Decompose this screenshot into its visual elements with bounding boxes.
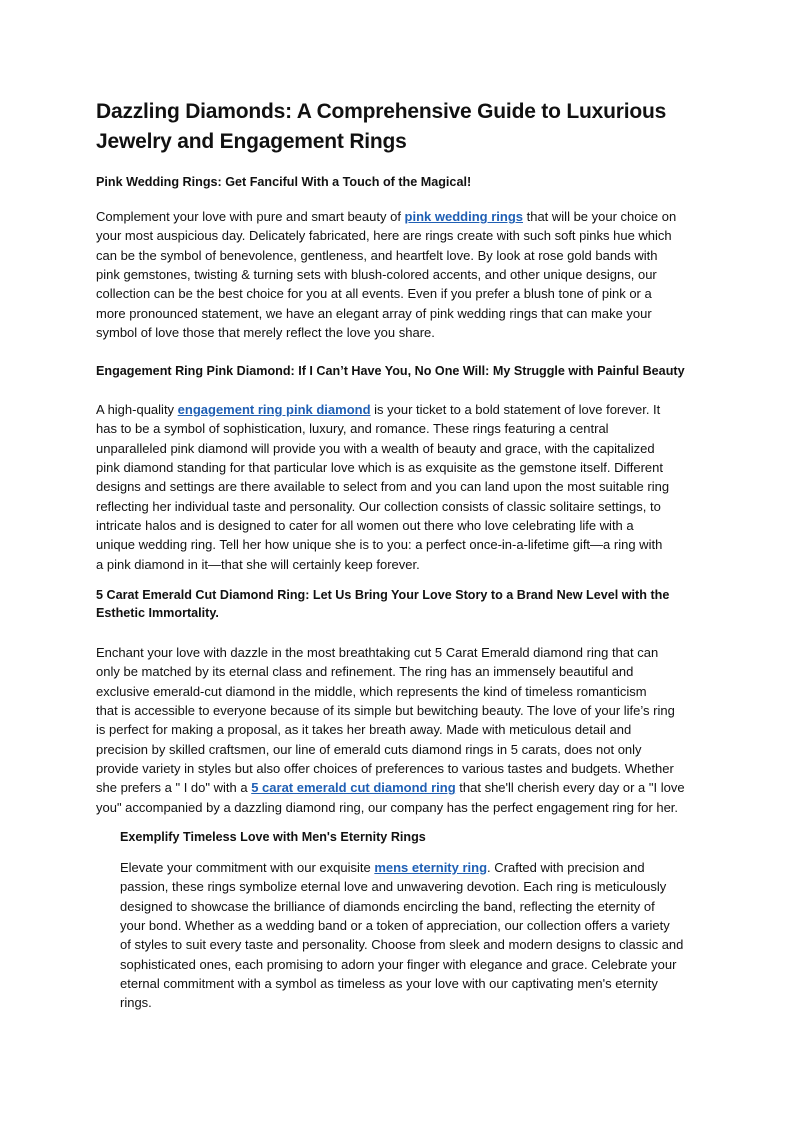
paragraph — [96, 207, 676, 342]
text-segment: . Crafted with precision and — [487, 860, 645, 875]
paragraph — [120, 858, 683, 1013]
text-segment: precision by skilled craftsmen, our line of emerald cuts diamond rings in 5 carats, does not only — [96, 741, 642, 757]
text-segment: collection can be the best choice for you at all events. Even if you prefer a blush tone of pink or a — [96, 286, 652, 302]
text-line — [96, 400, 669, 419]
section-heading — [96, 173, 471, 191]
heading-line: Pink Wedding Rings: Get Fanciful With a Touch of the Magical! — [96, 175, 472, 189]
text-line — [96, 643, 685, 662]
text-segment: your bond. Whether as a wedding band or a token of appreciation, our collection offers a variety — [120, 918, 670, 934]
text-segment: that she'll cherish every day or a "I love — [455, 780, 685, 796]
text-line — [96, 662, 685, 681]
text-segment: of styles to suit every taste and personality. Choose from sleek and modern designs to classic and — [120, 937, 684, 953]
text-line — [120, 993, 683, 1012]
text-segment: Complement your love with pure and smart beauty of — [96, 209, 405, 224]
text-line — [120, 877, 683, 896]
text-segment: your most auspicious day. Delicately fabricated, here are rings create with such soft pinks hue which — [96, 228, 672, 244]
text-segment: exclusive emerald-cut diamond in the middle, which represents the kind of timeless romanticism — [96, 683, 647, 699]
text-segment: she prefers a " I do" with a — [96, 780, 252, 796]
text-segment: has to be a symbol of sophistication, luxury, and romance. These rings featuring a central — [96, 421, 609, 437]
text-segment: unparalleled pink diamond will provide you with a wealth of beauty and grace, with the capitalized — [96, 440, 655, 456]
text-line — [96, 701, 685, 720]
text-line — [120, 858, 683, 877]
text-segment: passion, these rings symbolize eternal love and unwavering devotion. Each ring is meticulously — [120, 879, 667, 895]
inline-link[interactable]: pink wedding rings — [404, 209, 523, 224]
text-line — [120, 897, 683, 916]
text-line — [96, 304, 676, 323]
text-segment: symbol of love those that merely reflect the love you share. — [96, 325, 435, 341]
heading-line: Esthetic Immortality. — [96, 606, 219, 620]
text-line — [96, 798, 685, 817]
text-line — [96, 740, 685, 759]
text-segment: is perfect for making a proposal, as it takes her breath away. Made with meticulous detail and — [96, 722, 632, 738]
text-segment: you" accompanied by a dazzling diamond ring, our company has the perfect engagement ring for her. — [96, 799, 679, 815]
page-title — [96, 97, 666, 157]
text-line — [120, 955, 683, 974]
section-heading — [96, 362, 685, 380]
text-line — [96, 246, 676, 265]
text-line — [96, 535, 669, 554]
text-segment: eternal commitment with a symbol as timeless as your love with our captivating men's eternity — [120, 976, 658, 992]
text-line — [96, 516, 669, 535]
text-line — [120, 974, 683, 993]
text-segment: only be matched by its eternal class and refinement. The ring has an immensely beautiful and — [96, 664, 634, 680]
text-segment: pink diamond standing for that particular love which is as exquisite as the gemstone itself. Different — [96, 460, 664, 476]
text-line — [96, 458, 669, 477]
text-line — [120, 916, 683, 935]
text-segment: rings. — [120, 995, 152, 1011]
paragraph — [96, 400, 669, 574]
text-segment: sophisticated ones, each promising to adorn your finger with elegance and grace. Celebrate your — [120, 956, 677, 972]
text-segment: that is accessible to everyone because of its simple but bewitching beauty. The love of your life’s ring — [96, 703, 675, 719]
text-line — [96, 497, 669, 516]
text-line — [96, 207, 676, 226]
text-line — [96, 439, 669, 458]
text-line — [96, 284, 676, 303]
text-segment: is your ticket to a bold statement of love forever. It — [370, 402, 661, 417]
section-heading — [96, 586, 669, 622]
title-line: Dazzling Diamonds: A Comprehensive Guide to Luxurious — [96, 100, 667, 123]
text-segment: designs and settings are there available to select from and you can land upon the most suitable ring — [96, 479, 670, 495]
text-line — [96, 720, 685, 739]
text-line — [96, 226, 676, 245]
text-line — [96, 682, 685, 701]
text-line — [96, 759, 685, 778]
text-line — [96, 323, 676, 342]
text-line — [96, 778, 685, 797]
heading-line: Engagement Ring Pink Diamond: If I Can’t Have You, No One Will: My Struggle with Painful Beauty — [96, 364, 685, 378]
title-line: Jewelry and Engagement Rings — [96, 130, 407, 153]
text-segment: unique wedding ring. Tell her how unique she is to you: a perfect once-in-a-lifetime gift—a ring with — [96, 537, 663, 553]
text-segment: A high-quality — [96, 402, 178, 417]
text-segment: pink gemstones, twisting & turning sets with blush-colored accents, and other unique designs, our — [96, 267, 657, 283]
text-line — [96, 265, 676, 284]
text-segment: can be the symbol of benevolence, gentleness, and heartfelt love. By look at rose gold bands with — [96, 247, 658, 263]
text-segment: a pink diamond in it—that she will certainly keep forever. — [96, 556, 420, 572]
text-segment: intricate halos and is designed to cater for all women out there who love celebrating life with a — [96, 518, 634, 534]
section-heading — [120, 828, 426, 846]
text-line — [96, 419, 669, 438]
text-segment: reflecting her individual taste and personality. Our collection consists of classic solitaire settings, to — [96, 498, 661, 514]
paragraph — [96, 643, 685, 817]
inline-link[interactable]: engagement ring pink diamond — [177, 402, 371, 417]
inline-link[interactable]: mens eternity ring — [374, 860, 488, 875]
text-segment: provide variety in styles but also offer choices of preferences to various tastes and budgets. Whether — [96, 761, 674, 777]
text-segment: that will be your choice on — [523, 209, 677, 224]
text-segment: Elevate your commitment with our exquisite — [120, 860, 375, 875]
text-line — [96, 477, 669, 496]
heading-line: 5 Carat Emerald Cut Diamond Ring: Let Us Bring Your Love Story to a Brand New Level with the — [96, 588, 670, 602]
text-line — [120, 935, 683, 954]
text-line — [96, 555, 669, 574]
text-segment: Enchant your love with dazzle in the most breathtaking cut 5 Carat Emerald diamond ring that can — [96, 645, 659, 660]
text-segment: designed to showcase the brilliance of diamonds encircling the band, reflecting the eternity of — [120, 898, 655, 914]
inline-link[interactable]: 5 carat emerald cut diamond ring — [251, 780, 456, 796]
heading-line: Exemplify Timeless Love with Men's Eternity Rings — [120, 830, 426, 844]
text-segment: more pronounced statement, we have an elegant array of pink wedding rings that can make your — [96, 305, 652, 321]
